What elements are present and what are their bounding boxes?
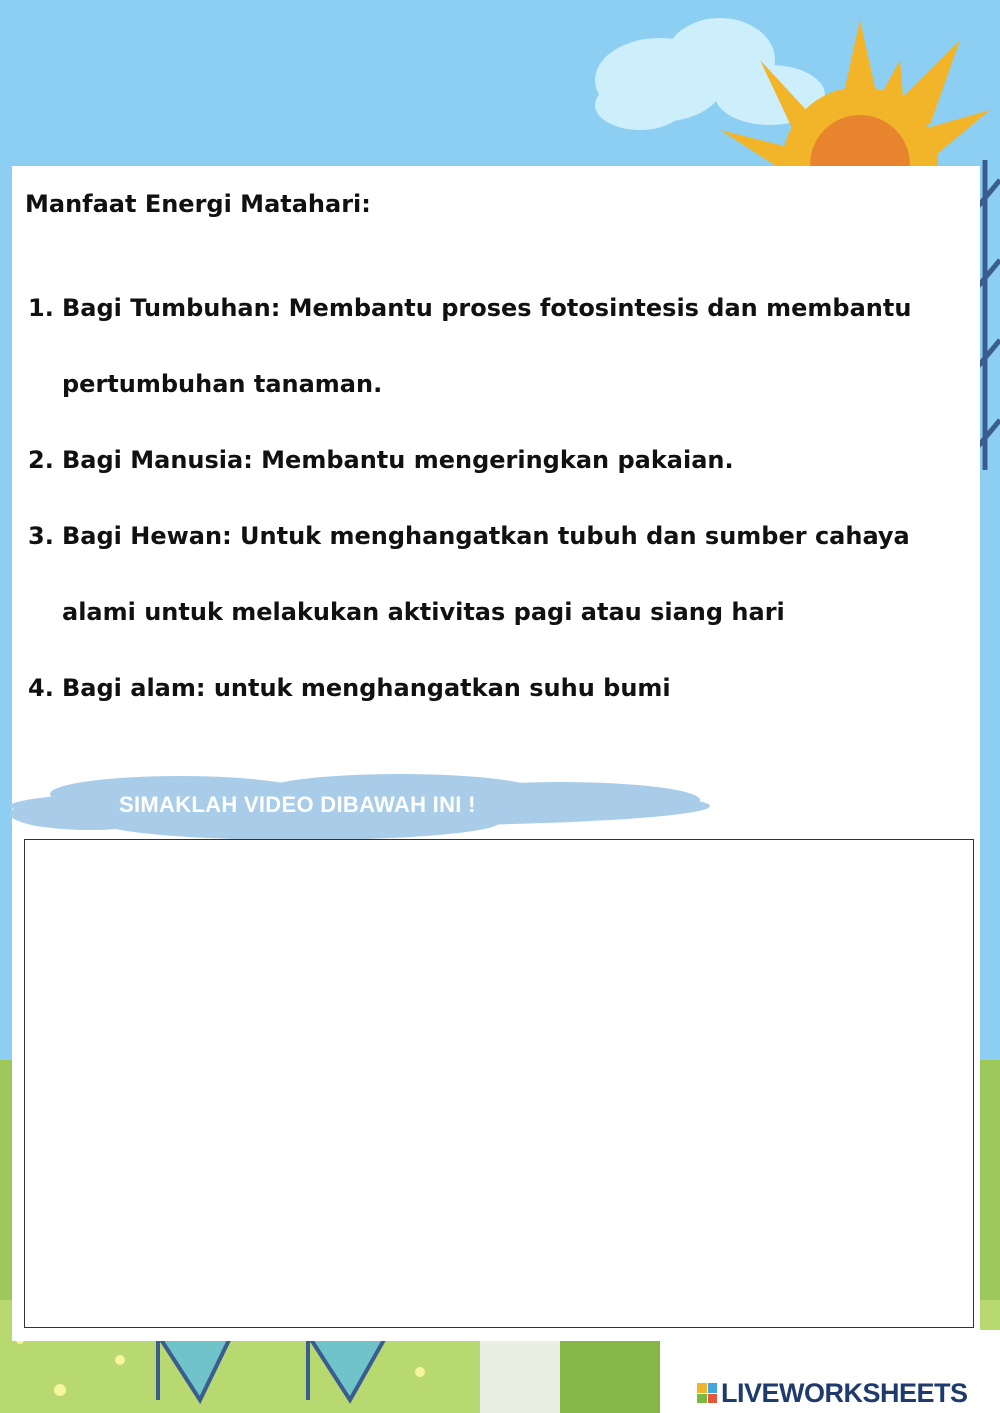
list-item-text: Bagi Manusia: Membantu mengeringkan pakaian. [62,446,734,474]
brand-name: LIVEWORKSHEETS [721,1377,968,1408]
list-item-text: Bagi alam: untuk menghangatkan suhu bumi [62,674,671,702]
list-item [0,498,982,650]
list-item [0,422,982,498]
brand-footer[interactable] [697,1376,968,1410]
list-item-number: 2. [28,446,54,474]
list-item-number: 4. [28,674,54,702]
list-item-text: Bagi Tumbuhan: Membantu proses fotosintesis dan membantu pertumbuhan tanaman. [62,294,912,398]
video-player[interactable] [24,839,974,1328]
list-item [0,270,982,422]
list-item-text: Bagi Hewan: Untuk menghangatkan tubuh dan sumber cahaya alami untuk melakukan aktivitas pagi atau siang hari [62,522,910,626]
page-title: Manfaat Energi Matahari: [25,190,371,218]
list-item-number: 3. [28,522,54,550]
liveworksheets-logo-icon [697,1383,717,1403]
list-item [0,650,982,726]
list-item-number: 1. [28,294,54,322]
video-prompt: SIMAKLAH VIDEO DIBAWAH INI ! [119,792,476,817]
benefit-list [0,270,990,726]
